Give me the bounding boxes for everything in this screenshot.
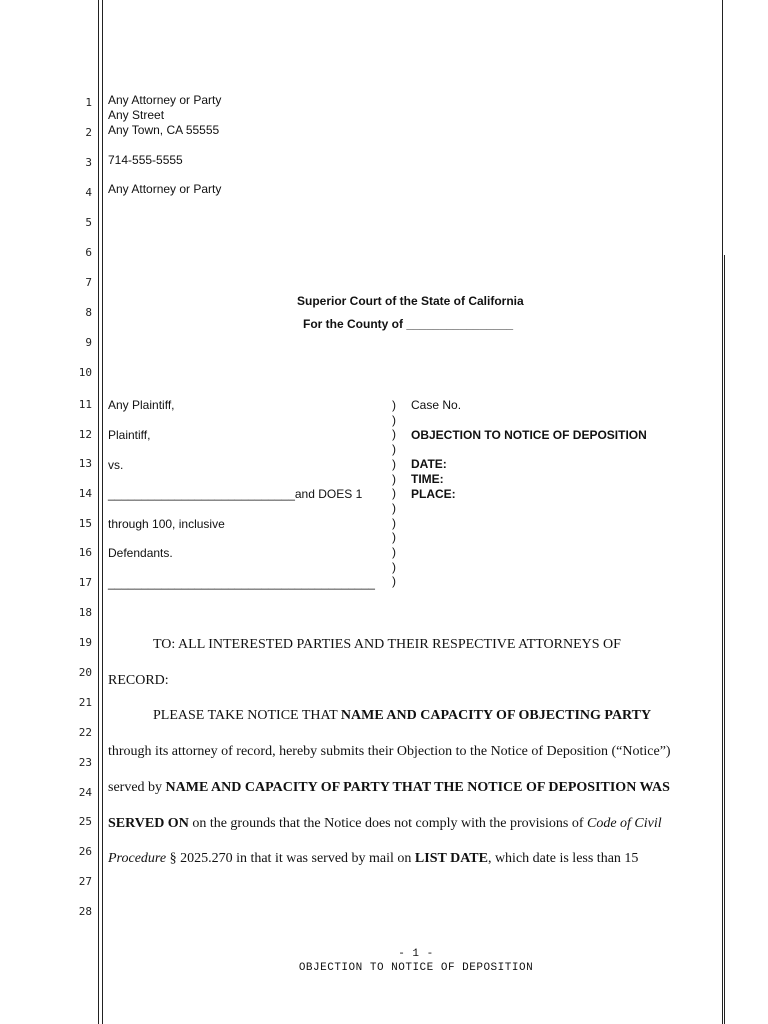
line-number: 7 xyxy=(85,276,92,289)
line-number: 14 xyxy=(78,487,92,500)
line-number: 20 xyxy=(78,666,92,679)
list-date-placeholder: LIST DATE xyxy=(414,851,488,866)
defendant-line: ____________________________and DOES 1 xyxy=(108,487,363,501)
line-number: 9 xyxy=(85,336,92,349)
left-margin-rule-inner xyxy=(102,0,103,1024)
line-number: 21 xyxy=(78,696,92,709)
date-tail: , which date is less than 15 xyxy=(487,851,639,866)
line-number: 16 xyxy=(78,546,92,559)
line-number: 18 xyxy=(78,606,92,619)
line-number: 15 xyxy=(78,517,92,530)
footer-title: OBJECTION TO NOTICE OF DEPOSITION xyxy=(298,962,534,974)
right-margin-rule xyxy=(722,0,723,1024)
line-number: 5 xyxy=(85,216,92,229)
line-number: 12 xyxy=(78,428,92,441)
section-text: § 2025.270 in that it was served by mail on xyxy=(166,851,415,866)
line-number: 6 xyxy=(85,246,92,259)
left-margin-rule xyxy=(98,0,99,1024)
notice-line-1 xyxy=(153,708,651,724)
to-line: TO: ALL INTERESTED PARTIES AND THEIR RESPECTIVE ATTORNEYS OF xyxy=(153,637,621,652)
record-line: RECORD: xyxy=(108,673,169,688)
line-number: 11 xyxy=(78,398,92,411)
caption-parens: ) ) ) ) ) ) ) ) ) ) ) ) ) xyxy=(392,398,396,589)
notice-line-4 xyxy=(108,816,662,832)
objecting-party-placeholder: NAME AND CAPACITY OF OBJECTING PARTY xyxy=(340,708,652,723)
line-number: 19 xyxy=(78,636,92,649)
attorney-for: Any Attorney or Party xyxy=(108,182,222,196)
page-number: - 1 - xyxy=(398,948,434,960)
right-margin-rule-inner xyxy=(724,255,725,1024)
caption-underline: ________________________________________ xyxy=(108,576,375,590)
attorney-name: Any Attorney or Party xyxy=(108,93,222,107)
line-number: 8 xyxy=(85,306,92,319)
line-number: 17 xyxy=(78,576,92,589)
grounds-text: on the grounds that the Notice does not comply with the provisions of xyxy=(188,816,587,831)
line-number: 24 xyxy=(78,786,92,799)
served-by: served by xyxy=(108,780,166,795)
line-number: 22 xyxy=(78,726,92,739)
line-number: 10 xyxy=(78,366,92,379)
attorney-phone: 714-555-5555 xyxy=(108,153,183,167)
court-name: Superior Court of the State of California xyxy=(297,294,524,308)
line-number: 25 xyxy=(78,815,92,828)
notice-line-5 xyxy=(108,851,638,867)
attorney-city: Any Town, CA 55555 xyxy=(108,123,220,137)
notice-lead: PLEASE TAKE NOTICE THAT xyxy=(153,708,341,723)
procedure-reference: Procedure xyxy=(108,851,167,866)
hearing-place: PLACE: xyxy=(411,487,456,501)
line-number: 1 xyxy=(85,96,92,109)
hearing-time: TIME: xyxy=(411,472,444,486)
defendant-through: through 100, inclusive xyxy=(108,517,225,531)
case-number: Case No. xyxy=(411,398,462,412)
line-number: 3 xyxy=(85,156,92,169)
served-on: SERVED ON xyxy=(108,816,189,831)
court-county: For the County of ________________ xyxy=(303,317,514,331)
line-number: 27 xyxy=(78,875,92,888)
hearing-date: DATE: xyxy=(411,457,447,471)
line-number: 23 xyxy=(78,756,92,769)
plaintiff-name: Any Plaintiff, xyxy=(108,398,175,412)
line-number: 4 xyxy=(85,186,92,199)
plaintiff-role: Plaintiff, xyxy=(108,428,151,442)
notice-line-3 xyxy=(108,780,670,796)
line-number: 2 xyxy=(85,126,92,139)
attorney-street: Any Street xyxy=(108,108,165,122)
versus: vs. xyxy=(108,458,124,472)
line-number: 28 xyxy=(78,905,92,918)
document-title: OBJECTION TO NOTICE OF DEPOSITION xyxy=(411,428,647,442)
line-number: 13 xyxy=(78,457,92,470)
defendants-role: Defendants. xyxy=(108,546,173,560)
line-number: 26 xyxy=(78,845,92,858)
notice-line-2: through its attorney of record, hereby submits their Objection to the Notice of Deposition (“Notice”) xyxy=(108,744,671,759)
code-reference: Code of Civil xyxy=(586,816,662,831)
served-party-placeholder: NAME AND CAPACITY OF PARTY THAT THE NOTICE OF DEPOSITION WAS xyxy=(165,780,670,795)
